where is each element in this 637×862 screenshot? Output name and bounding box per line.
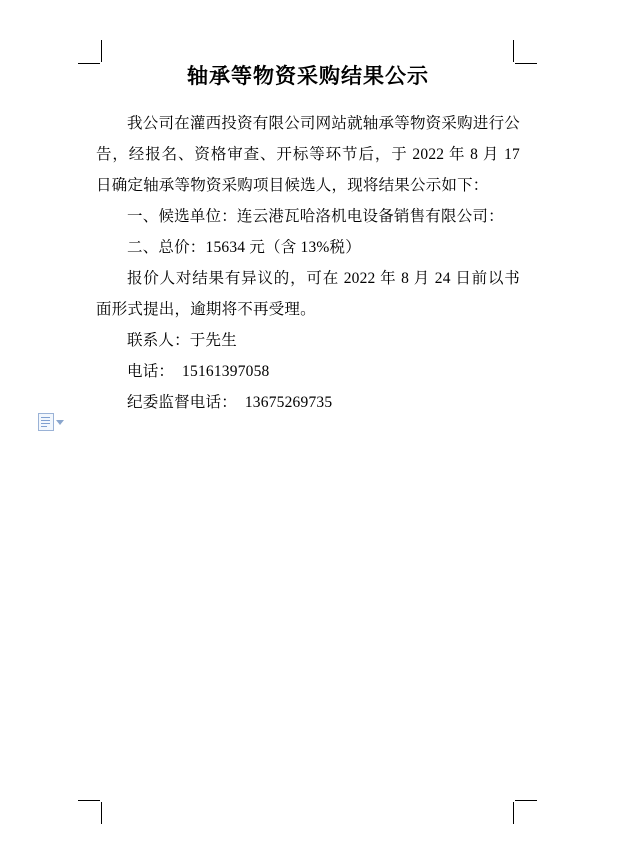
- paragraph-total-price: 二、总价：15634 元（含 13%税）: [127, 239, 361, 256]
- crop-mark-top-right: [513, 40, 537, 64]
- crop-mark-top-left: [78, 40, 102, 64]
- page-title: 轴承等物资采购结果公示: [187, 65, 429, 88]
- phone-line: 电话： 15161397058: [127, 363, 270, 380]
- embedded-document-object[interactable]: [38, 413, 64, 431]
- chevron-down-icon[interactable]: [56, 420, 64, 425]
- document-body: [96, 62, 520, 418]
- crop-mark-bottom-right: [513, 800, 537, 824]
- paragraph-candidate-unit: 一、候选单位：连云港瓦哈洛机电设备销售有限公司：: [127, 208, 504, 225]
- paragraph-intro: 我公司在灌西投资有限公司网站就轴承等物资采购进行公告，经报名、资格审查、开标等环节后，于 2022 年 8 月 17 日确定轴承等物资采购项目候选人，现将结果公示如下：: [96, 115, 520, 194]
- crop-mark-bottom-left: [78, 800, 102, 824]
- document-icon: [38, 413, 54, 431]
- contact-person-line: 联系人：于先生: [127, 332, 237, 349]
- paragraph-objection-notice: 报价人对结果有异议的，可在 2022 年 8 月 24 日前以书面形式提出，逾期将不再受理。: [96, 270, 520, 318]
- supervision-phone-line: 纪委监督电话： 13675269735: [127, 394, 333, 411]
